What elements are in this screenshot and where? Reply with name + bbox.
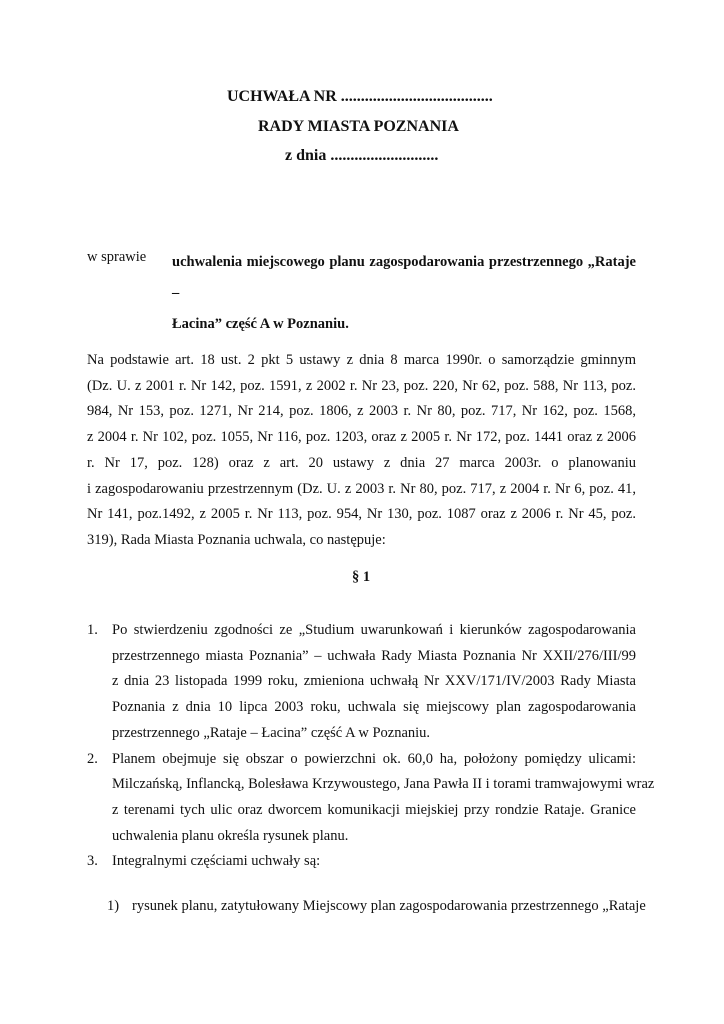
preamble-line: 319), Rada Miasta Poznania uchwala, co następuje: [87,531,386,548]
list-item [87,618,636,747]
list-item-line: z dnia 23 listopada 1999 roku, zmieniona uchwałą Nr XXV/171/IV/2003 Rady Miasta [112,673,636,690]
list-item-number: 1. [87,622,98,638]
subject-label: w sprawie [87,249,147,265]
council-name-line [0,118,724,136]
preamble-line: 984, Nr 153, poz. 1271, Nr 214, poz. 1806, z 2003 r. Nr 80, poz. 717, Nr 162, poz. 1568, [87,403,636,420]
resolution-number-line [0,88,724,106]
list-item-line: Po stwierdzeniu zgodności ze „Studium uwarunkowań i kierunków zagospodarowania [112,622,636,638]
council-name: RADY MIASTA POZNANIA [258,118,459,135]
resolution-date: z dnia ........................... [285,147,439,164]
section-mark: § 1 [352,569,371,585]
list-item-line: przestrzennego miasta Poznania” – uchwała Rady Miasta Poznania Nr XXII/276/III/99 [112,647,636,664]
list-item-line: przestrzennego „Rataje – Łacina” część A w Poznaniu. [112,724,431,741]
sub-list-item-line: rysunek planu, zatytułowany Miejscowy plan zagospodarowania przestrzennego „Rataje [132,898,646,914]
preamble-line: r. Nr 17, poz. 128) oraz z art. 20 ustawy z dnia 27 marca 2003r. o planowaniu [87,454,636,471]
legal-basis-paragraph [87,348,636,554]
subject-line-1: uchwalenia miejscowego planu zagospodarowania przestrzennego „Rataje – [172,254,636,301]
list-item-line: Milczańską, Inflancką, Bolesława Krzywoustego, Jana Pawła II i torami tramwajowymi wraz [112,776,655,793]
list-item-number: 2. [87,750,98,767]
resolution-date-line [0,147,724,165]
preamble-line: z 2004 r. Nr 102, poz. 1055, Nr 116, poz. 1203, oraz z 2005 r. Nr 172, poz. 1441 oraz z 2006 [87,429,636,446]
list-item-line: uchwalenia planu określa rysunek planu. [112,827,349,844]
sub-list-item-number: 1) [107,898,120,914]
sub-list-item [107,894,646,920]
list-item-line: z terenami tych ulic oraz dworcem komunikacji miejskiej przy rondzie Rataje. Granice [112,801,636,818]
list-item-line: Planem obejmuje się obszar o powierzchni ok. 60,0 ha, położony pomiędzy ulicami: [112,750,636,767]
preamble-line: Nr 141, poz.1492, z 2005 r. Nr 113, poz. 954, Nr 130, poz. 1087 oraz z 2006 r. Nr 45, poz. [87,506,636,523]
list-item [87,849,636,875]
list-item-number: 3. [87,853,98,870]
subject-text [172,247,636,340]
preamble-line: (Dz. U. z 2001 r. Nr 142, poz. 1591, z 2002 r. Nr 23, poz. 220, Nr 62, poz. 588, Nr 113, poz. [87,377,636,394]
preamble-line: i zagospodarowaniu przestrzennym (Dz. U. z 2003 r. Nr 80, poz. 717, z 2004 r. Nr 6, poz. 41, [87,480,636,497]
numbered-list [87,618,655,875]
list-item [87,747,655,850]
resolution-number: UCHWAŁA NR ...................................... [227,88,493,105]
preamble-line: Na podstawie art. 18 ust. 2 pkt 5 ustawy z dnia 8 marca 1990r. o samorządzie gminnym [87,352,636,368]
list-item-line: Poznania z dnia 10 lipca 2003 roku, uchwala się miejscowy plan zagospodarowania [112,699,636,716]
subject-line-2: Łacina” część A w Poznaniu. [172,316,349,332]
list-item-line: Integralnymi częściami uchwały są: [112,853,321,870]
section-heading [0,569,724,586]
